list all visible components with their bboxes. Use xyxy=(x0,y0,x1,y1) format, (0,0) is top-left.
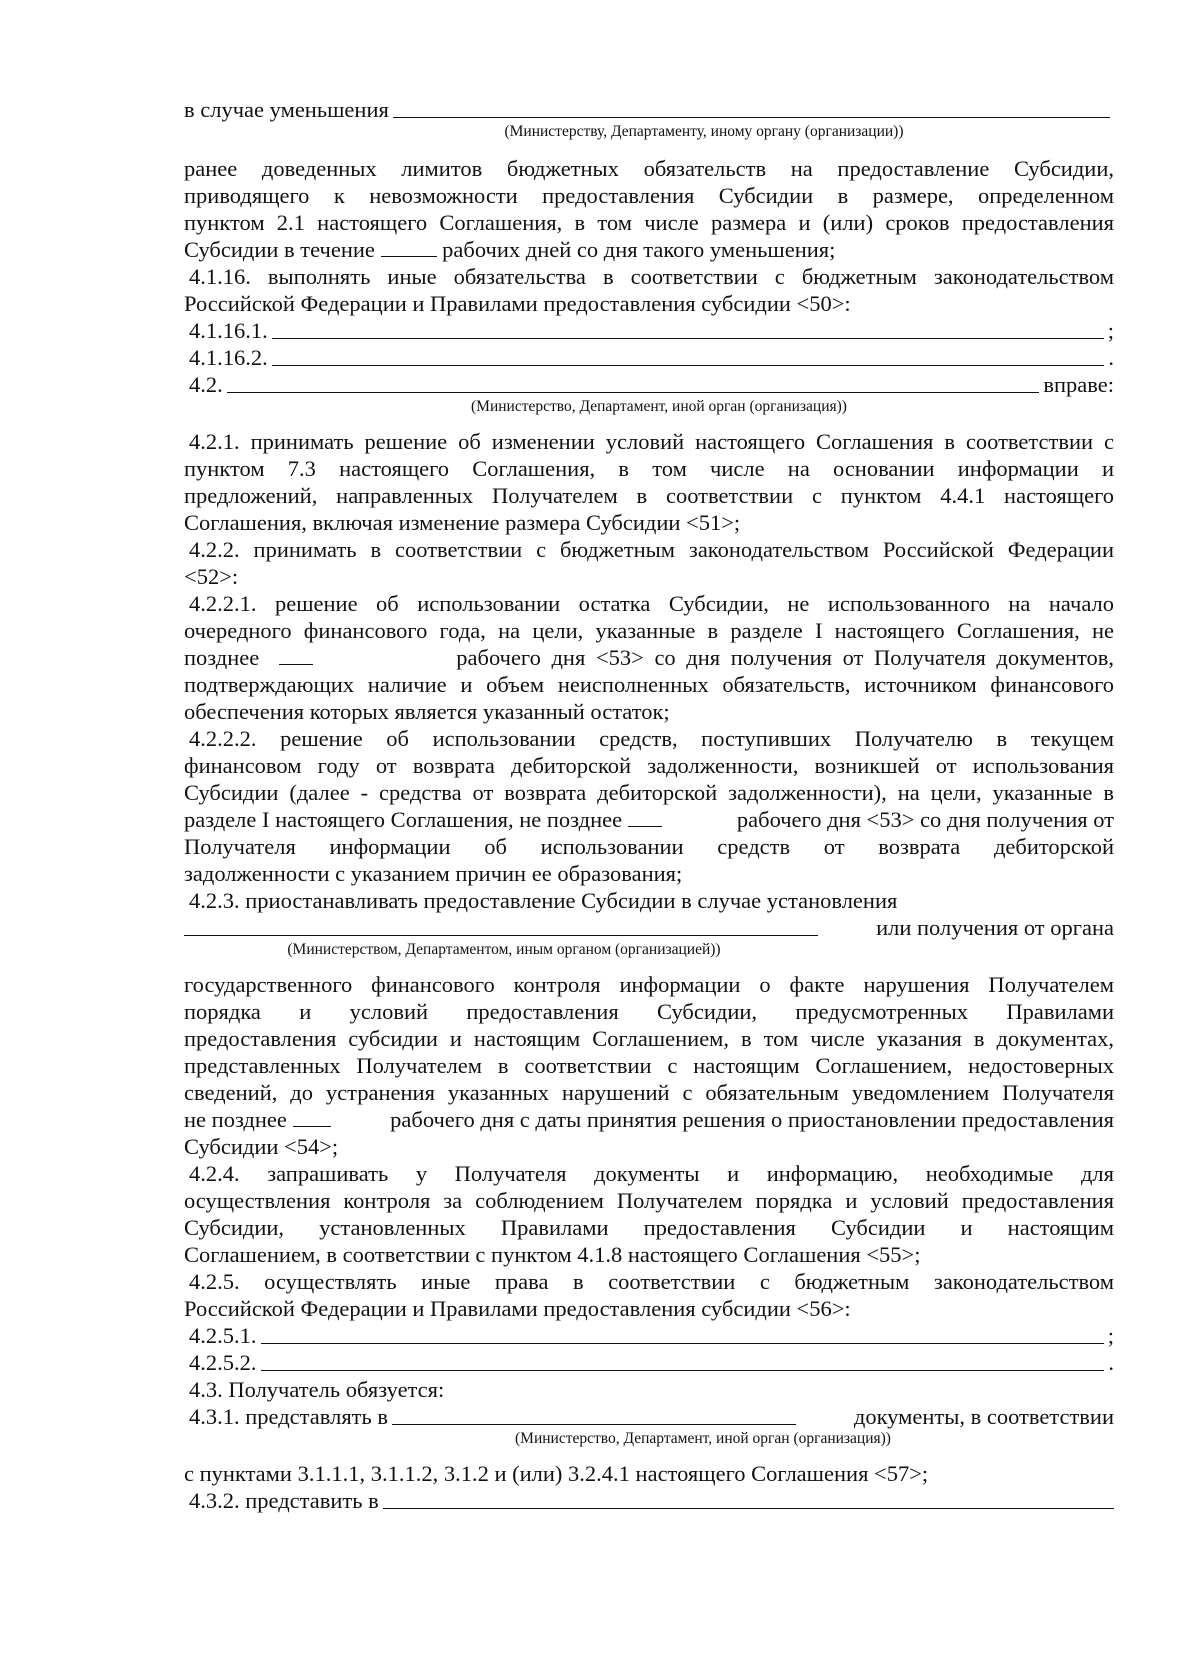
blank-caption: (Министерство, Департамент, иной орган (организация)) xyxy=(515,1430,891,1447)
blank-caption: (Министерство, Департамент, иной орган (организация)) xyxy=(471,398,847,415)
fill-in-blank[interactable] xyxy=(628,808,662,827)
paragraph-4-2-3: 4.2.3. приостанавливать предоставление Субсидии в случае установления xyxy=(189,888,898,913)
fill-in-blank[interactable] xyxy=(272,365,1105,366)
paragraph-4-2-4: 4.2.4. запрашивать у Получателя документы и информацию, необходимые для осуществления контроля за соблюдением Получателем порядка и условий предоставления Субсидии, установленных Правилами предоставления Субсидии и настоящим Соглашением, в соответствии с пунктом 4.1.8 настоящего Соглашения <55>; xyxy=(184,1161,1114,1267)
blank-caption: (Министерству, Департаменту, иному органу (организации)) xyxy=(504,123,904,140)
paragraph-limits: ранее доведенных лимитов бюджетных обязательств на предоставление Субсидии, приводящего к невозможности предоставления Субсидии в размере, определенном пунктом 2.1 настоящего Соглашения, в том числе размера и (или) сроков предоставления Субсидии в течение рабочих дней со дня такого уменьшения; xyxy=(184,156,1114,262)
document-page xyxy=(184,96,1114,1514)
suspension-line: или получения от органа xyxy=(184,914,1114,941)
item-4-3-2: 4.3.2. представить в xyxy=(184,1487,1114,1514)
item-4-2-5-2: 4.2.5.2. . xyxy=(189,1350,1114,1375)
paragraph-4-3-1-cont: с пунктами 3.1.1.1, 3.1.1.2, 3.1.2 и (или) 3.2.4.1 настоящего Соглашения <57>; xyxy=(184,1461,929,1486)
paragraph-4-2-1: 4.2.1. принимать решение об изменении условий настоящего Соглашения в соответствии с пунктом 7.3 настоящего Соглашения, в том числе на основании информации и предложений, направленных Получателем в соответствии с пунктом 4.4.1 настоящего Соглашения, включая изменение размера Субсидии <51>; xyxy=(184,429,1114,535)
item-4-3-1: 4.3.1. представлять в документы, в соответствии xyxy=(189,1404,1114,1429)
fill-in-blank[interactable] xyxy=(279,646,313,665)
fill-in-blank[interactable] xyxy=(293,1108,331,1127)
fill-in-blank[interactable] xyxy=(383,1508,1114,1509)
blank-caption: (Министерством, Департаментом, иным органом (организацией)) xyxy=(287,941,721,958)
line-text: в случае уменьшения xyxy=(184,97,389,122)
fill-in-blank[interactable] xyxy=(393,117,1110,118)
paragraph-4-1-16: 4.1.16. выполнять иные обязательства в соответствии с бюджетным законодательством Российской Федерации и Правилами предоставления субсидии <50>: xyxy=(184,264,1114,316)
paragraph-4-2-2-1: 4.2.2.1. решение об использовании остатка Субсидии, не использованного на начало очередного финансового года, на цели, указанные в разделе I настоящего Соглашения, не позднее рабочего дня <53> со дня получения от Получателя документов, подтверждающих наличие и объем неисполненных обязательств, источником финансового обеспечения которых является указанный остаток; xyxy=(184,591,1114,724)
paragraph-4-2-2-2: 4.2.2.2. решение об использовании средств, поступивших Получателю в текущем финансовом году от возврата дебиторской задолженности, возникшей от использования Субсидии (далее - средства от возврата дебиторской задолженности), на цели, указанные в разделе I настоящего Соглашения, не позднее рабочего дня <53> со дня получения от Получателя информации об использовании средств от возврата дебиторской задолженности с указанием причин ее образования; xyxy=(184,726,1114,886)
fill-in-blank[interactable] xyxy=(261,1343,1104,1344)
fill-in-blank[interactable] xyxy=(184,935,818,936)
fill-in-blank[interactable] xyxy=(227,392,1040,393)
fill-in-blank[interactable] xyxy=(392,1424,796,1425)
fill-in-blank[interactable] xyxy=(272,338,1104,339)
item-4-1-16-1: 4.1.16.1. ; xyxy=(189,318,1114,343)
paragraph-4-2-5: 4.2.5. осуществлять иные права в соответствии с бюджетным законодательством Российской Федерации и Правилами предоставления субсидии <56>: xyxy=(184,1269,1114,1321)
fill-in-blank[interactable] xyxy=(261,1370,1105,1371)
reduction-line xyxy=(184,96,1114,123)
item-4-2-5-1: 4.2.5.1. ; xyxy=(189,1323,1114,1348)
item-4-2: 4.2. вправе: xyxy=(189,372,1114,397)
item-4-1-16-2: 4.1.16.2. . xyxy=(189,345,1114,370)
fill-in-blank[interactable] xyxy=(381,238,437,257)
paragraph-4-2-2: 4.2.2. принимать в соответствии с бюджетным законодательством Российской Федерации <52>: xyxy=(184,537,1114,589)
paragraph-4-3: 4.3. Получатель обязуется: xyxy=(189,1377,445,1402)
paragraph-financial-control: государственного финансового контроля информации о факте нарушения Получателем порядка и условий предоставления Субсидии, предусмотренных Правилами предоставления субсидии и настоящим Соглашением, в том числе указания в документах, представленных Получателем в соответствии с настоящим Соглашением, недостоверных сведений, до устранения указанных нарушений с обязательным уведомлением Получателя не позднее рабочего дня с даты принятия решения о приостановлении предоставления Субсидии <54>; xyxy=(184,972,1114,1159)
